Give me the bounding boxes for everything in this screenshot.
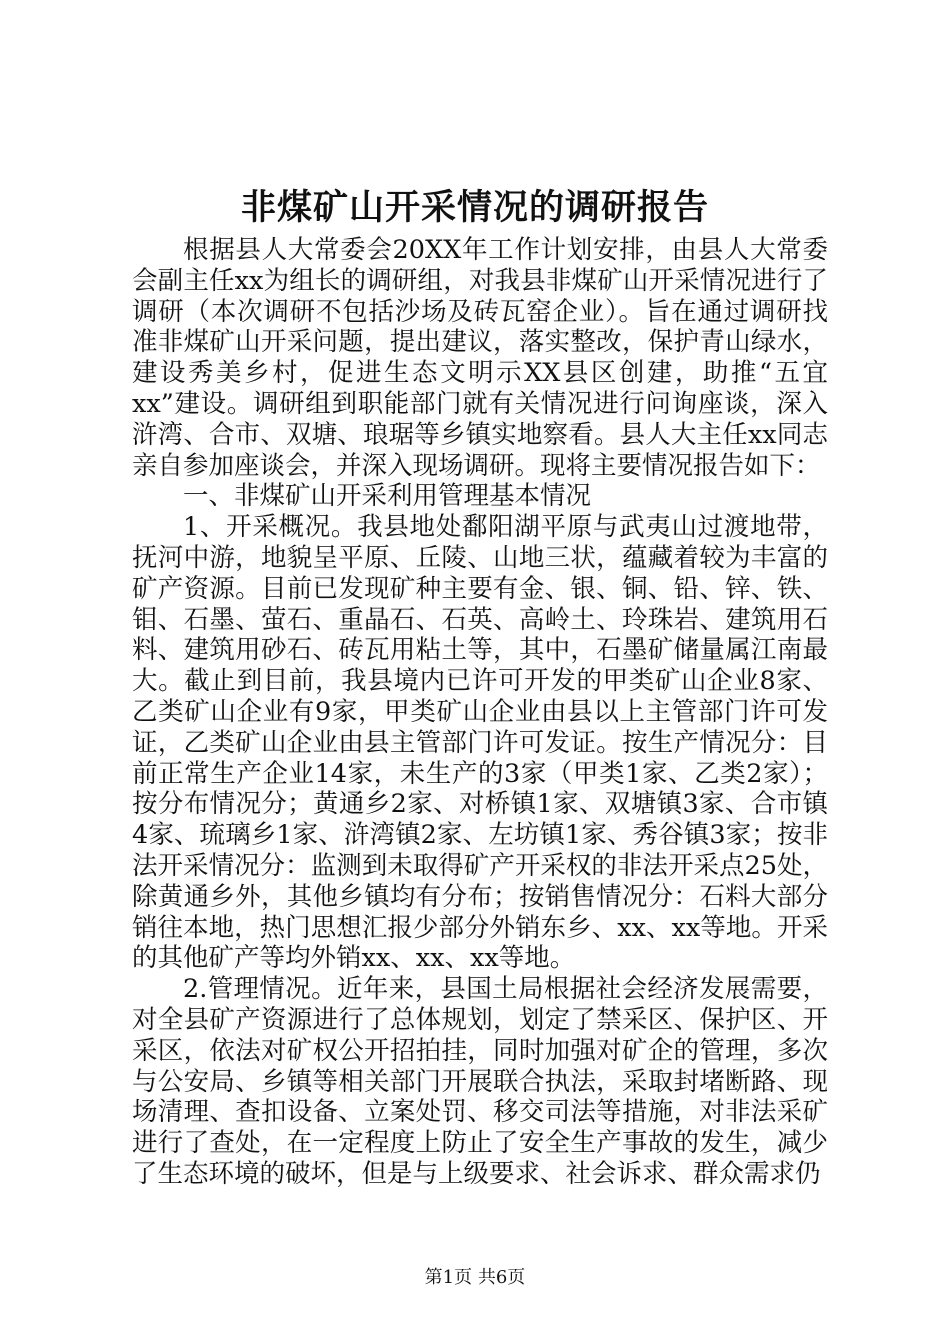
paragraph-intro: 根据县人大常委会20XX年工作计划安排，由县人大常委会副主任xx为组长的调研组，对我县非煤矿山开采情况进行了调研（本次调研不包括沙场及砖瓦窑企业）。旨在通过调研找准非煤矿山开采问题，提出建议，落实整改，保护青山绿水，建设秀美乡村，促进生态文明示XX县区创建，助推“五宜xx”建设。调研组到职能部门就有关情况进行问询座谈，深入浒湾、合市、双塘、琅琚等乡镇实地察看。县人大主任xx同志亲自参加座谈会，并深入现场调研。现将主要情况报告如下： xyxy=(132,235,828,481)
document-body xyxy=(132,235,828,1190)
paragraph-mining-overview: 1、开采概况。我县地处鄱阳湖平原与武夷山过渡地带，抚河中游，地貌呈平原、丘陵、山地三状，蕴藏着较为丰富的矿产资源。目前已发现矿种主要有金、银、铜、铅、锌、铁、钼、石墨、萤石、重晶石、石英、高岭土、玲珠岩、建筑用石料、建筑用砂石、砖瓦用粘土等，其中，石墨矿储量属江南最大。截止到目前，我县境内已许可开发的甲类矿山企业8家、乙类矿山企业有9家，甲类矿山企业由县以上主管部门许可发证，乙类矿山企业由县主管部门许可发证。按生产情况分：目前正常生产企业14家，未生产的3家（甲类1家、乙类2家）；按分布情况分；黄通乡2家、对桥镇1家、双塘镇3家、合市镇4家、琉璃乡1家、浒湾镇2家、左坊镇1家、秀谷镇3家；按非法开采情况分：监测到未取得矿产开采权的非法开采点25处，除黄通乡外，其他乡镇均有分布；按销售情况分：石料大部分销往本地，热门思想汇报少部分外销东乡、xx、xx等地。开采的其他矿产等均外销xx、xx、xx等地。 xyxy=(132,512,828,974)
section-heading: 一、非煤矿山开采利用管理基本情况 xyxy=(183,481,592,512)
page-footer: 第1页 共6页 xyxy=(424,1267,526,1288)
paragraph-management: 2.管理情况。近年来，县国土局根据社会经济发展需要，对全县矿产资源进行了总体规划，划定了禁采区、保护区、开采区，依法对矿权公开招拍挂，同时加强对矿企的管理，多次与公安局、乡镇等相关部门开展联合执法，采取封堵断路、现场清理、查扣设备、立案处罚、移交司法等措施，对非法采矿进行了查处，在一定程度上防止了安全生产事故的发生，减少了生态环境的破坏，但是与上级要求、社会诉求、群众需求仍 xyxy=(132,974,828,1189)
page-title: 非煤矿山开采情况的调研报告 xyxy=(240,187,709,228)
